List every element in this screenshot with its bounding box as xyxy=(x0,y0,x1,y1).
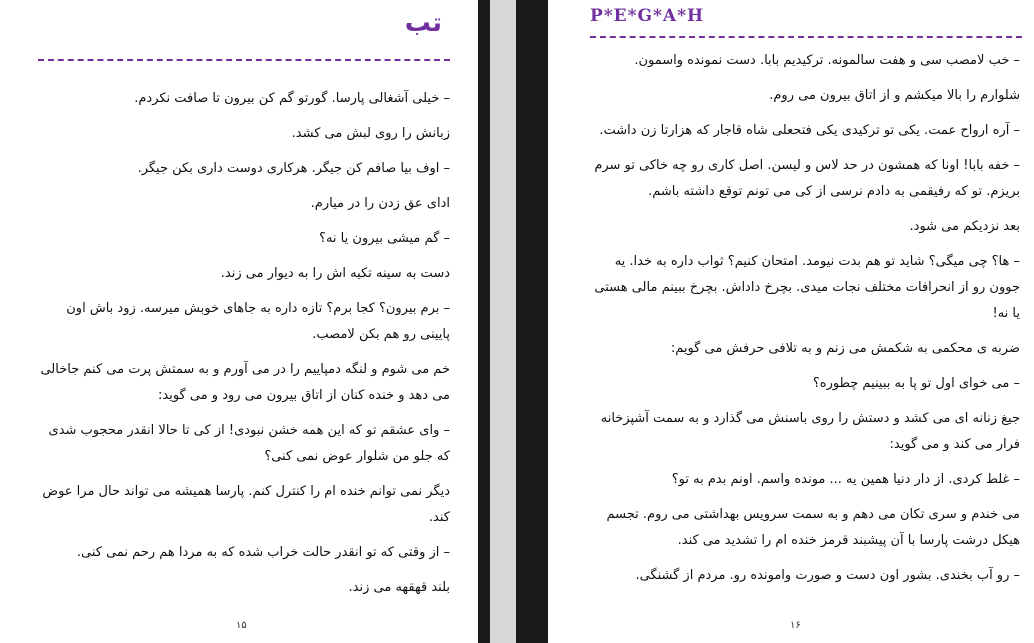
left-paragraph: – اوف بیا صافم کن جیگر. هرکاری دوست داری بکن جیگر. xyxy=(137,161,450,176)
right-paragraph: – ها؟ چی میگی؟ شاید تو هم بدت نیومد. امتحان کنیم؟ ثواب داره به خدا. یه جوون رو از انحرافات مختلف نجات میدی. بچرخ داداش. بچرخ ببینم مالی هستی یا نه! xyxy=(594,254,1020,321)
left-paragraph: – خیلی آشغالی پارسا. گورتو گم کن بیرون تا صافت نکردم. xyxy=(134,91,450,106)
left-page xyxy=(0,0,478,643)
right-paragraph: ضربه ی محکمی به شکمش می زنم و به تلافی حرفش می گویم: xyxy=(670,341,1020,356)
left-paragraph: ادای عق زدن را در میارم. xyxy=(310,196,450,211)
left-paragraph: بلند قهقهه می زند. xyxy=(348,580,450,595)
left-paragraph: – از وقتی که تو انقدر حالت خراب شده که به مردا هم رحم نمی کنی. xyxy=(76,545,450,560)
left-paragraph: خم می شوم و لنگه دمپاییم را در می آورم و به سمتش پرت می کنم جاخالی می دهد و خنده کنان از اتاق بیرون می رود و می گوید: xyxy=(40,362,450,403)
right-page-heading: P*E*G*A*H xyxy=(590,6,705,26)
book-spine-gap xyxy=(490,0,516,643)
left-paragraph: – برم بیرون؟ کجا برم؟ تازه داره به جاهای خوبش میرسه. زود باش اون پایینی رو هم بکن لامصب. xyxy=(66,301,450,342)
left-page-heading: تب xyxy=(404,8,442,38)
right-paragraph: – خب لامصب سی و هفت سالمونه. ترکیدیم بابا. دست نمونده واسمون. xyxy=(634,53,1020,68)
left-page-text xyxy=(34,86,450,610)
right-page-text xyxy=(590,48,1020,598)
right-paragraph: جیغ زنانه ای می کشد و دستش را روی باسنش می گذارد و به سمت آشپزخانه فرار می کند و می گوید: xyxy=(600,411,1020,452)
right-paragraph: – غلط کردی. از دار دنیا همین یه ... مونده واسم. اونم بدم به تو؟ xyxy=(671,472,1020,487)
right-paragraph: – می خوای اول تو پا به ببینیم چطوره؟ xyxy=(812,376,1020,391)
left-paragraph: – گم میشی بیرون یا نه؟ xyxy=(319,231,450,246)
gutter-bar-left xyxy=(478,0,490,643)
right-page-number: ۱۶ xyxy=(790,620,801,631)
left-page-number: ۱۵ xyxy=(236,620,247,631)
left-paragraph: دست به سینه تکیه اش را به دیوار می زند. xyxy=(220,266,450,281)
right-page xyxy=(548,0,1034,643)
left-paragraph: – وای عشقم تو که این همه خشن نبودی! از کی تا حالا انقدر محجوب شدی که جلو من شلوار عوض نمی کنی؟ xyxy=(48,423,450,464)
left-paragraph: زبانش را روی لبش می کشد. xyxy=(291,126,450,141)
right-paragraph: – خفه بابا! اونا که همشون در حد لاس و لیسن. اصل کاری رو چه خاکی تو سرم بریزم. تو که رفیقمی به دادم نرسی از کی می تونم توقع داشته باشم. xyxy=(594,158,1020,199)
right-paragraph: می خندم و سری تکان می دهم و به سمت سرویس بهداشتی می روم. تجسم هیکل درشت پارسا با آن پیشبند قرمز خنده ام را تشدید می کند. xyxy=(606,507,1020,548)
left-dashed-rule xyxy=(38,59,450,61)
right-paragraph: – آره ارواح عمت. یکی تو ترکیدی یکی فتحعلی شاه قاجار که هزارتا زن داشت. xyxy=(599,123,1020,138)
right-dashed-rule xyxy=(590,36,1022,38)
gutter-bar-right xyxy=(516,0,548,643)
right-paragraph: – رو آب بخندی. بشور اون دست و صورت وامونده رو. مردم از گشنگی. xyxy=(635,568,1020,583)
left-paragraph: دیگر نمی توانم خنده ام را کنترل کنم. پارسا همیشه می تواند حال مرا عوض کند. xyxy=(42,484,450,525)
right-paragraph: بعد نزدیکم می شود. xyxy=(909,219,1020,234)
right-paragraph: شلوارم را بالا میکشم و از اتاق بیرون می روم. xyxy=(769,88,1020,103)
